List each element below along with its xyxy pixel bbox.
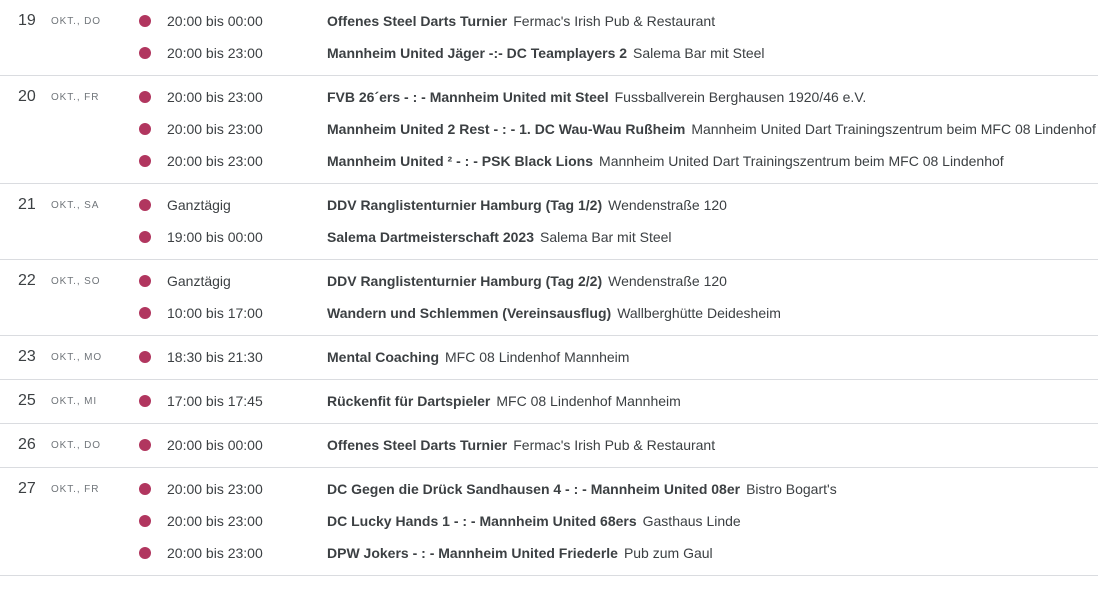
day-number[interactable]: 27 (18, 480, 36, 497)
day-number[interactable]: 19 (18, 12, 36, 29)
event-title: Rückenfit für Dartspieler (327, 393, 491, 409)
month-weekday-label: OKT., MI (51, 396, 98, 407)
event-color-dot-icon (139, 439, 151, 451)
event-location: Salema Bar mit Steel (540, 229, 672, 245)
event-color-dot-icon (139, 123, 151, 135)
event-time: 20:00 bis 23:00 (167, 513, 263, 529)
month-weekday-label: OKT., SO (51, 276, 101, 287)
event-row[interactable] (0, 385, 1098, 417)
event-row[interactable] (0, 341, 1098, 373)
event-color-dot-icon (139, 231, 151, 243)
event-description (327, 189, 727, 221)
event-time: Ganztägig (167, 273, 231, 289)
event-time: 20:00 bis 23:00 (167, 545, 263, 561)
agenda-day (0, 260, 1098, 336)
event-color-dot-icon (139, 47, 151, 59)
month-weekday-label: OKT., DO (51, 16, 101, 27)
event-list (0, 341, 1098, 373)
event-row[interactable] (0, 5, 1098, 37)
event-list (0, 429, 1098, 461)
event-row[interactable] (0, 113, 1098, 145)
event-title: Offenes Steel Darts Turnier (327, 437, 508, 453)
day-number[interactable]: 22 (18, 272, 36, 289)
event-time: 18:30 bis 21:30 (167, 349, 263, 365)
event-title: Mannheim United Jäger -:- DC Teamplayers 2 (327, 45, 628, 61)
event-description (327, 221, 672, 253)
event-title: DDV Ranglistenturnier Hamburg (Tag 2/2) (327, 273, 603, 289)
event-location: MFC 08 Lindenhof Mannheim (496, 393, 681, 409)
event-description (327, 297, 781, 329)
event-time: 17:00 bis 17:45 (167, 393, 263, 409)
event-location: Wendenstraße 120 (608, 273, 727, 289)
event-title: DC Gegen die Drück Sandhausen 4 - : - Mannheim United 08er (327, 481, 741, 497)
agenda-day (0, 184, 1098, 260)
agenda-day (0, 468, 1098, 576)
event-color-dot-icon (139, 515, 151, 527)
event-description (327, 265, 727, 297)
event-description (327, 145, 1004, 177)
event-title: Mental Coaching (327, 349, 440, 365)
month-weekday-label: OKT., MO (51, 352, 103, 363)
event-title: Mannheim United 2 Rest - : - 1. DC Wau-Wau Rußheim (327, 121, 686, 137)
event-title: Mannheim United ² - : - PSK Black Lions (327, 153, 594, 169)
event-description (327, 37, 765, 69)
event-color-dot-icon (139, 155, 151, 167)
day-number[interactable]: 23 (18, 348, 36, 365)
event-title: Offenes Steel Darts Turnier (327, 13, 508, 29)
event-description (327, 429, 715, 461)
event-time: 20:00 bis 23:00 (167, 89, 263, 105)
event-location: Mannheim United Dart Trainingszentrum beim MFC 08 Lindenhof (599, 153, 1004, 169)
event-color-dot-icon (139, 395, 151, 407)
event-time: 20:00 bis 23:00 (167, 45, 263, 61)
event-location: Fermac's Irish Pub & Restaurant (513, 437, 716, 453)
event-list (0, 81, 1098, 177)
event-description (327, 385, 681, 417)
event-row[interactable] (0, 429, 1098, 461)
event-description (327, 505, 741, 537)
agenda-day (0, 336, 1098, 380)
event-time: Ganztägig (167, 197, 231, 213)
event-location: Mannheim United Dart Trainingszentrum beim MFC 08 Lindenhof (691, 121, 1096, 137)
event-time: 20:00 bis 00:00 (167, 13, 263, 29)
event-row[interactable] (0, 189, 1098, 221)
agenda-day (0, 380, 1098, 424)
event-row[interactable] (0, 145, 1098, 177)
event-time: 20:00 bis 23:00 (167, 481, 263, 497)
event-location: Fermac's Irish Pub & Restaurant (513, 13, 716, 29)
event-description (327, 341, 629, 373)
event-description (327, 81, 866, 113)
event-color-dot-icon (139, 15, 151, 27)
event-location: Wendenstraße 120 (608, 197, 727, 213)
event-color-dot-icon (139, 275, 151, 287)
event-row[interactable] (0, 37, 1098, 69)
event-color-dot-icon (139, 199, 151, 211)
event-row[interactable] (0, 537, 1098, 569)
event-list (0, 385, 1098, 417)
event-location: Bistro Bogart's (746, 481, 837, 497)
event-title: DC Lucky Hands 1 - : - Mannheim United 68ers (327, 513, 637, 529)
month-weekday-label: OKT., DO (51, 440, 101, 451)
day-number[interactable]: 21 (18, 196, 36, 213)
day-number[interactable]: 20 (18, 88, 36, 105)
event-title: DDV Ranglistenturnier Hamburg (Tag 1/2) (327, 197, 603, 213)
event-list (0, 473, 1098, 569)
event-time: 10:00 bis 17:00 (167, 305, 263, 321)
event-title: Salema Dartmeisterschaft 2023 (327, 229, 535, 245)
event-row[interactable] (0, 473, 1098, 505)
event-title: Wandern und Schlemmen (Vereinsausflug) (327, 305, 612, 321)
month-weekday-label: OKT., FR (51, 484, 100, 495)
event-title: FVB 26´ers - : - Mannheim United mit Steel (327, 89, 609, 105)
event-list (0, 265, 1098, 329)
event-location: Pub zum Gaul (623, 545, 713, 561)
event-time: 20:00 bis 00:00 (167, 437, 263, 453)
event-color-dot-icon (139, 91, 151, 103)
event-row[interactable] (0, 265, 1098, 297)
event-location: Fussballverein Berghausen 1920/46 e.V. (614, 89, 867, 105)
event-row[interactable] (0, 81, 1098, 113)
event-row[interactable] (0, 221, 1098, 253)
event-color-dot-icon (139, 351, 151, 363)
event-list (0, 5, 1098, 69)
event-row[interactable] (0, 505, 1098, 537)
event-description (327, 5, 715, 37)
agenda-day (0, 0, 1098, 76)
event-color-dot-icon (139, 483, 151, 495)
event-description (327, 473, 837, 505)
month-weekday-label: OKT., FR (51, 92, 100, 103)
event-color-dot-icon (139, 307, 151, 319)
day-number[interactable]: 25 (18, 392, 36, 409)
event-time: 20:00 bis 23:00 (167, 121, 263, 137)
event-location: Salema Bar mit Steel (633, 45, 765, 61)
event-description (327, 113, 1096, 145)
event-description (327, 537, 713, 569)
event-location: Gasthaus Linde (642, 513, 741, 529)
agenda-day (0, 424, 1098, 468)
event-list (0, 189, 1098, 253)
month-weekday-label: OKT., SA (51, 200, 100, 211)
event-time: 20:00 bis 23:00 (167, 153, 263, 169)
event-location: MFC 08 Lindenhof Mannheim (445, 349, 630, 365)
agenda-day (0, 76, 1098, 184)
event-time: 19:00 bis 00:00 (167, 229, 263, 245)
event-color-dot-icon (139, 547, 151, 559)
event-row[interactable] (0, 297, 1098, 329)
event-title: DPW Jokers - : - Mannheim United Friederle (327, 545, 618, 561)
event-location: Wallberghütte Deidesheim (617, 305, 781, 321)
day-number[interactable]: 26 (18, 436, 36, 453)
